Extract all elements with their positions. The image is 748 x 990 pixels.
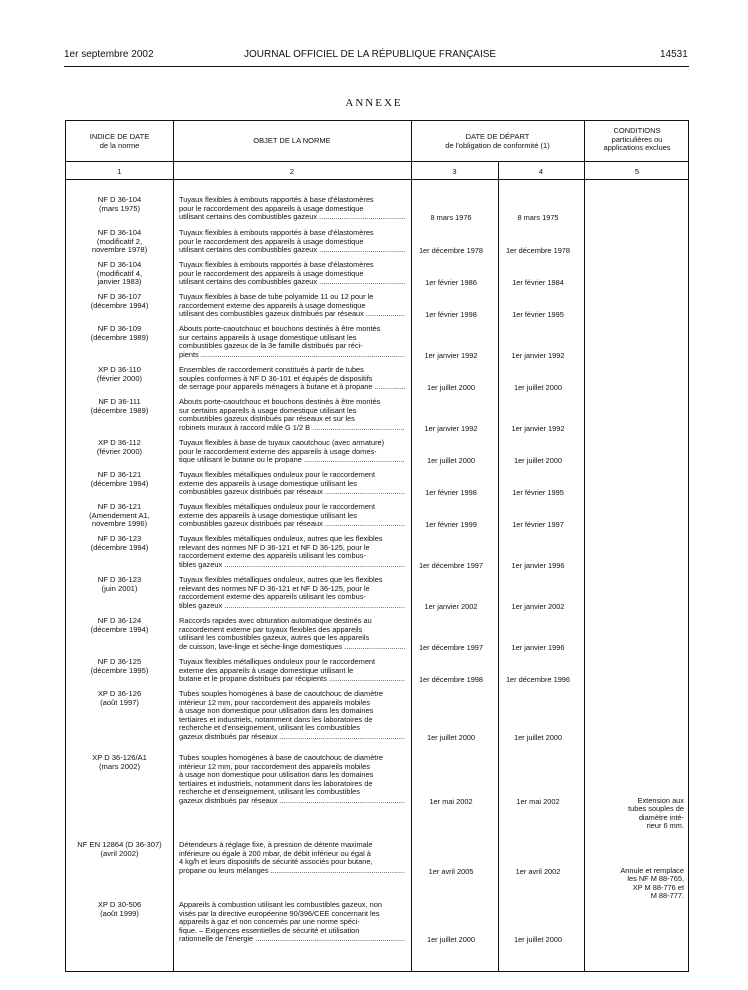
norm-object: Tuyaux flexibles métalliques onduleux pour le raccordement externe des appareils à usage domestique utilisant les combustibles gazeux distribués par réseaux ..... bbox=[179, 471, 405, 497]
norm-object: Appareils à combustion utilisant les combustibles gazeux, non visés par la directive européenne 90/396/CEE concernant les appareils à gaz et non concernés par une norme spéci- fique. – Exigences essentielles de sécurité et utilisation rationnelle de l'énergie ..... bbox=[179, 901, 405, 944]
norm-object: Abouts porte-caoutchouc et bouchons destinés à être montés sur certains appareils à usage domestique utilisant les combustibles gazeux distribués par réseaux et sur les robinets muraux à raccord mâle G 1/2 B ..... bbox=[179, 398, 405, 432]
date-conformity: 1er février 1986 bbox=[425, 278, 477, 287]
norm-object: Ensembles de raccordement constitués à partir de tubes souples conformes à NF D 36-101 et équipés de dispositifs de serrage pour appareils ménagers à butane et à propane ..... bbox=[179, 366, 405, 392]
norm-code: XP D 36-112 (février 2000) bbox=[96, 438, 143, 456]
header-page-number: 14531 bbox=[660, 49, 688, 60]
date-departure: 1er mai 2002 bbox=[516, 796, 560, 806]
col-header-indice: INDICE DE DATE de la norme bbox=[89, 132, 150, 150]
col-number: 2 bbox=[289, 167, 295, 176]
header-date: 1er septembre 2002 bbox=[64, 49, 154, 60]
date-departure: 1er avril 2002 bbox=[515, 866, 561, 876]
conditions-text: Annule et remplace les NF M 88-765, XP M 88-776 et M 88-777. bbox=[620, 865, 684, 900]
norm-object: Tuyaux flexibles à base de tube polyamide 11 ou 12 pour le raccordement externe des appareils à usage domestique utilisant des combustibles gazeux distribués par réseaux ..... bbox=[179, 293, 405, 319]
date-departure: 1er février 1997 bbox=[512, 520, 564, 529]
conditions-text: Extension aux tubes souples de diamètre inté- rieur 6 mm. bbox=[628, 795, 684, 830]
norm-code: NF D 36-109 (décembre 1989) bbox=[90, 324, 149, 342]
date-departure: 1er juillet 2000 bbox=[513, 456, 563, 465]
norm-object: Tuyaux flexibles métalliques onduleux, autres que les flexibles relevant des normes NF D 36-121 et NF D 36-125, pour le raccordement externe des appareils utilisant les combus- tibles gazeux ..... bbox=[179, 576, 405, 610]
date-departure: 1er février 1984 bbox=[512, 278, 564, 287]
date-conformity: 1er juillet 2000 bbox=[426, 732, 476, 742]
date-conformity: 1er avril 2005 bbox=[428, 866, 474, 876]
date-departure: 8 mars 1975 bbox=[517, 213, 559, 222]
norm-code: NF D 36-104 (modificatif 2, novembre 1978) bbox=[91, 228, 148, 254]
date-conformity: 1er février 1998 bbox=[425, 310, 477, 319]
norm-code: NF D 36-121 (décembre 1994) bbox=[90, 470, 149, 488]
col-number: 5 bbox=[634, 167, 640, 176]
norm-code: NF D 36-123 (juin 2001) bbox=[97, 575, 142, 593]
col-header-conditions: CONDITIONS particulières ou applications exclues bbox=[603, 126, 671, 152]
norm-code: NF D 36-125 (décembre 1995) bbox=[90, 657, 149, 675]
date-conformity: 1er décembre 1998 bbox=[418, 675, 484, 684]
norm-code: XP D 36-126 (août 1997) bbox=[97, 689, 142, 707]
date-conformity: 8 mars 1976 bbox=[430, 213, 472, 222]
date-departure: 1er janvier 1996 bbox=[511, 642, 565, 652]
date-conformity: 1er mai 2002 bbox=[429, 796, 473, 806]
date-conformity: 1er décembre 1997 bbox=[418, 642, 484, 652]
annexe-title: ANNEXE bbox=[345, 97, 403, 109]
norm-code: NF D 36-104 (modificatif 4, janvier 1983) bbox=[96, 260, 143, 286]
date-departure: 1er février 1995 bbox=[512, 310, 564, 319]
norm-object: Tuyaux flexibles métalliques onduleux pour le raccordement externe des appareils à usage domestique utilisant les combustibles gazeux distribués par réseaux ..... bbox=[179, 503, 405, 529]
norm-object: Raccords rapides avec obturation automatique destinés au raccordement externe par tuyaux flexibles des appareils utilisant les combustibles gazeux, autres que les appareils de cuisson, lave-linge et sèche-linge domestiques ..... bbox=[179, 617, 405, 651]
norm-code: XP D 30-506 (août 1999) bbox=[97, 900, 142, 918]
date-conformity: 1er janvier 1992 bbox=[424, 423, 478, 433]
col-divider-4 bbox=[584, 121, 585, 971]
header-rule-2 bbox=[66, 179, 688, 180]
norm-code: NF D 36-121 (Amendement A1, novembre 1996) bbox=[89, 502, 150, 528]
norm-code: NF D 36-124 (décembre 1994) bbox=[90, 616, 149, 634]
date-departure: 1er décembre 1978 bbox=[505, 246, 571, 255]
date-departure: 1er juillet 2000 bbox=[513, 935, 563, 944]
norms-table bbox=[65, 120, 689, 972]
norm-object: Tuyaux flexibles à embouts rapportés à base d'élastomères pour le raccordement des appareils à usage domestique utilisant certains des combustibles gazeux ..... bbox=[179, 196, 405, 222]
norm-code: NF D 36-104 (mars 1975) bbox=[97, 195, 142, 213]
norm-object: Tubes souples homogènes à base de caoutchouc de diamètre intérieur 12 mm, pour raccordement des appareils mobiles à usage non domestique pour utilisation dans les domaines tertiaires et industriels, notamment dans les laboratoires de recherche et d'enseignement, utilisant les combustibles gazeux distribués par réseaux ..... bbox=[179, 754, 405, 805]
norm-object: Tuyaux flexibles à base de tuyaux caoutchouc (avec armature) pour le raccordement externe des appareils à usage domes- tique utilisant le butane ou le propane ..... bbox=[179, 439, 405, 465]
norm-object: Tuyaux flexibles à embouts rapportés à base d'élastomères pour le raccordement des appareils à usage domestique utilisant certains des combustibles gazeux ..... bbox=[179, 261, 405, 287]
col-divider-1 bbox=[173, 121, 174, 971]
norm-code: XP D 36-110 (février 2000) bbox=[96, 365, 143, 383]
date-departure: 1er janvier 1992 bbox=[511, 423, 565, 433]
date-conformity: 1er juillet 2000 bbox=[426, 935, 476, 944]
norm-code: NF D 36-123 (décembre 1994) bbox=[90, 534, 149, 552]
header-rule bbox=[64, 66, 689, 67]
norm-object: Détendeurs à réglage fixe, à pression de détente maximale inférieure ou égale à 200 mbar, de débit inférieur ou égal à 4 kg/h et leurs dispositifs de sécurité associés pour butane, propane ou leurs mélanges ..... bbox=[179, 841, 405, 875]
date-departure: 1er février 1995 bbox=[512, 488, 564, 497]
norm-object: Abouts porte-caoutchouc et bouchons destinés à être montés sur certains appareils à usage domestique utilisant les combustibles gazeux de la 3e famille distribués par réci- pients ..... bbox=[179, 325, 405, 359]
date-conformity: 1er janvier 1992 bbox=[424, 350, 478, 360]
date-departure: 1er janvier 2002 bbox=[511, 601, 565, 611]
col-header-objet: OBJET DE LA NORME bbox=[253, 136, 331, 145]
date-conformity: 1er juillet 2000 bbox=[426, 456, 476, 465]
norm-code: NF D 36-111 (décembre 1989) bbox=[90, 397, 149, 415]
date-conformity: 1er février 1998 bbox=[425, 488, 477, 497]
col-number: 3 bbox=[452, 167, 457, 176]
norm-object: Tuyaux flexibles métalliques onduleux, autres que les flexibles relevant des normes NF D 36-121 et NF D 36-125, pour le raccordement externe des appareils utilisant les combus- tibles gazeux ..... bbox=[179, 535, 405, 569]
norm-object: Tubes souples homogènes à base de caoutchouc de diamètre intérieur 12 mm, pour raccordement des appareils mobiles à usage non domestique pour utilisation dans les domaines tertiaires et industriels, notamment dans les laboratoires de recherche et d'enseignement, utilisant les combustibles gazeux distribués par réseaux ..... bbox=[179, 690, 405, 741]
header-journal-title: JOURNAL OFFICIEL DE LA RÉPUBLIQUE FRANÇAISE bbox=[244, 49, 497, 60]
date-conformity: 1er décembre 1997 bbox=[418, 560, 484, 570]
norm-object: Tuyaux flexibles à embouts rapportés à base d'élastomères pour le raccordement des appareils à usage domestique utilisant certains des combustibles gazeux ..... bbox=[179, 229, 405, 255]
date-departure: 1er juillet 2000 bbox=[513, 383, 563, 392]
col-header-date-depart: DATE DE DÉPART de l'obligation de conformité (1) bbox=[445, 132, 550, 150]
date-departure: 1er juillet 2000 bbox=[513, 732, 563, 742]
header-rule-1 bbox=[66, 161, 688, 162]
date-conformity: 1er février 1999 bbox=[425, 520, 477, 529]
date-conformity: 1er décembre 1978 bbox=[418, 246, 484, 255]
date-departure: 1er janvier 1996 bbox=[511, 560, 565, 570]
date-departure: 1er décembre 1996 bbox=[505, 675, 571, 684]
col-number: 1 bbox=[117, 167, 122, 176]
norm-code: XP D 36-126/A1 (mars 2002) bbox=[92, 753, 147, 771]
norm-code: NF EN 12864 (D 36-307) (avril 2002) bbox=[77, 840, 162, 858]
date-conformity: 1er juillet 2000 bbox=[426, 383, 476, 392]
norm-code: NF D 36-107 (décembre 1994) bbox=[90, 292, 149, 310]
norm-object: Tuyaux flexibles métalliques onduleux pour le raccordement externe des appareils à usage domestique utilisant le butane et le propane distribués par récipients ..... bbox=[179, 658, 405, 684]
date-departure: 1er janvier 1992 bbox=[511, 350, 565, 360]
date-conformity: 1er janvier 2002 bbox=[424, 601, 478, 611]
col-number: 4 bbox=[538, 167, 544, 176]
